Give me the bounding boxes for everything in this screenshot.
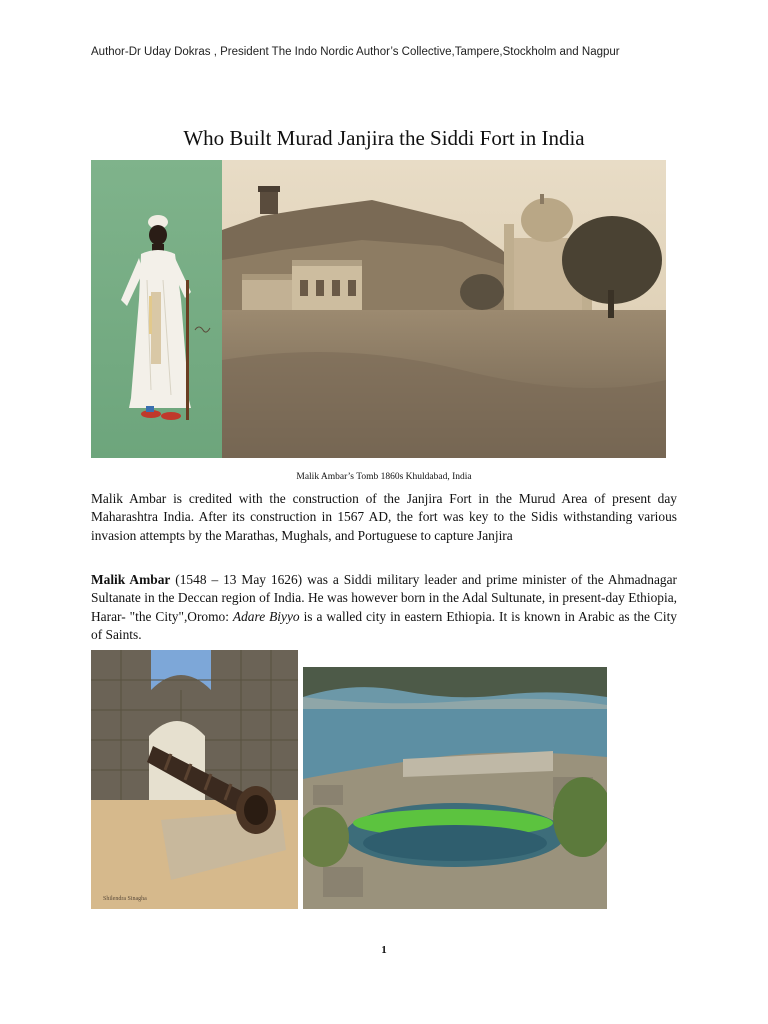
- page-number: 1: [381, 944, 387, 956]
- adare-biyyo-italic: Adare Biyyo: [232, 608, 300, 624]
- malik-ambar-portrait-image: [91, 160, 222, 458]
- page-title: Who Built Murad Janjira the Siddi Fort in India: [183, 126, 585, 150]
- janjira-fort-aerial-photo: [303, 667, 607, 909]
- page-header-author-line: Author-Dr Uday Dokras , President The Indo Nordic Author’s Collective,Tampere,Stockholm and Nagpur: [91, 46, 620, 58]
- malik-ambar-name: Malik Ambar: [91, 572, 171, 587]
- paragraph-janjira-fort: Malik Ambar is credited with the construction of the Janjira Fort in the Murud Area of present day Maharashtra India. After its construction in 1567 AD, the fort was key to the Sidis withstanding various invasion attempts by the Marathas, Mughals, and Portuguese to capture Janjira: [91, 491, 677, 543]
- bio-text-part-2: is a walled city in eastern Ethiopia. It is known in Arabic as the City of Saints.: [91, 608, 677, 642]
- bio-text-part-1: (1548 – 13 May 1626) was a Siddi military leader and prime minister of the Ahmadnagar Sultanate in the Deccan region of India. He was however born in the Adal Sultunate, in present-day Ethiopia, Harar- "the City",Oromo:: [91, 572, 677, 624]
- paragraph-malik-ambar-bio: [91, 571, 677, 644]
- janjira-cannon-photo: [91, 650, 298, 909]
- figure-caption: Malik Ambar’s Tomb 1860s Khuldabad, India: [296, 472, 472, 482]
- malik-ambar-tomb-photo: [222, 160, 666, 458]
- photo-signature: Shilendra Sinagha: [103, 896, 147, 902]
